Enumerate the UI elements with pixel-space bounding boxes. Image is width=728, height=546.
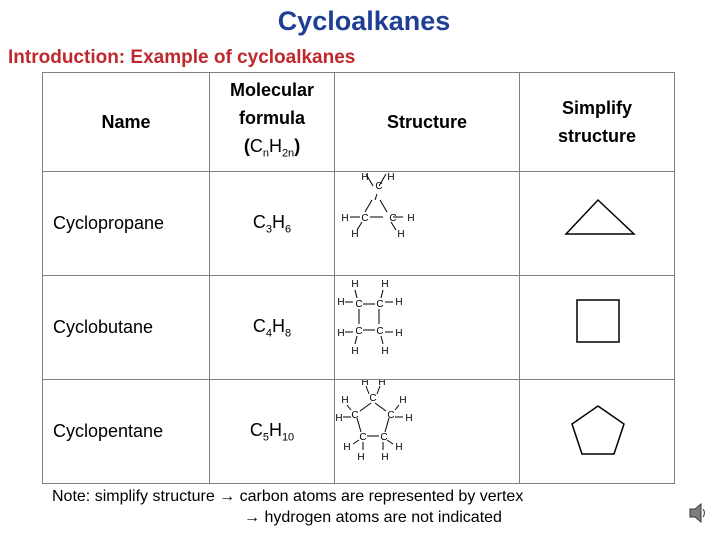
carbon-atom: C (361, 213, 369, 224)
hydrogen-atom: H (341, 395, 349, 406)
cyclobutane-structure-diagram (335, 276, 519, 374)
table-row (43, 172, 675, 276)
carbon-atom: C (375, 181, 383, 192)
carbon-atom: C (376, 326, 384, 337)
row-formula: $C_5H_{10}$ (210, 380, 335, 484)
hydrogen-atom: H (397, 229, 405, 240)
arrow-right-icon: → (219, 488, 236, 505)
hydrogen-atom: H (351, 279, 359, 290)
hydrogen-atom: H (341, 213, 349, 224)
note-line1: carbon atoms are represented by vertex (239, 488, 524, 505)
table-header-row (43, 73, 675, 172)
hydrogen-atom: H (381, 452, 389, 463)
speaker-icon[interactable] (688, 502, 708, 524)
row-simplify (520, 276, 675, 380)
hydrogen-atom: H (361, 172, 369, 183)
hydrogen-atom: H (405, 413, 413, 424)
row-structure (335, 276, 520, 380)
table-row (43, 380, 675, 484)
row-formula: $C_3H_6$ (210, 172, 335, 276)
cyclopropane-structure-diagram (335, 172, 519, 270)
hydrogen-atom: H (381, 279, 389, 290)
hydrogen-atom: H (351, 346, 359, 357)
carbon-atom: C (389, 213, 397, 224)
header-name: Name (43, 73, 210, 172)
page-title: Cycloalkanes (277, 6, 451, 36)
hydrogen-atom: H (337, 328, 345, 339)
hydrogen-atom: H (395, 297, 403, 308)
carbon-atom: C (355, 326, 363, 337)
row-formula: $C_4H_8$ (210, 276, 335, 380)
hydrogen-atom: H (361, 380, 369, 388)
row-name: Cyclopropane (43, 172, 210, 276)
square-shape (520, 276, 674, 374)
row-name: Cyclopentane (43, 380, 210, 484)
hydrogen-atom: H (395, 442, 403, 453)
footnote (52, 486, 523, 528)
row-simplify (520, 172, 675, 276)
hydrogen-atom: H (351, 229, 359, 240)
carbon-atom: C (380, 432, 388, 443)
row-simplify (520, 380, 675, 484)
carbon-atom: C (387, 410, 395, 421)
header-formula: Molecular formula $(C_nH_{2n})$ (210, 73, 335, 172)
carbon-atom: C (355, 299, 363, 310)
pentagon-shape (520, 380, 674, 478)
hydrogen-atom: H (343, 442, 351, 453)
cyclopentane-structure-diagram (335, 380, 519, 478)
note-second-line: → hydrogen atoms are not indicated (244, 509, 502, 526)
hydrogen-atom: H (381, 346, 389, 357)
hydrogen-atom: H (337, 297, 345, 308)
hydrogen-atom: H (335, 413, 343, 424)
cycloalkanes-table (42, 72, 675, 484)
hydrogen-atom: H (407, 213, 415, 224)
hydrogen-atom: H (357, 452, 365, 463)
header-simplify: Simplify structure (520, 73, 675, 172)
row-structure (335, 172, 520, 276)
hydrogen-atom: H (395, 328, 403, 339)
hydrogen-atom: H (399, 395, 407, 406)
row-structure (335, 380, 520, 484)
header-structure: Structure (335, 73, 520, 172)
arrow-right-icon: → (244, 509, 260, 526)
intro-heading: Introduction: Example of cycloalkanes (8, 47, 356, 68)
carbon-atom: C (359, 432, 367, 443)
hydrogen-atom: H (387, 172, 395, 183)
row-name: Cyclobutane (43, 276, 210, 380)
triangle-shape (520, 172, 674, 270)
hydrogen-atom: H (378, 380, 386, 388)
carbon-atom: C (376, 299, 384, 310)
note-prefix: Note: simplify structure (52, 488, 215, 505)
carbon-atom: C (369, 393, 377, 404)
carbon-atom: C (351, 410, 359, 421)
table-row (43, 276, 675, 380)
